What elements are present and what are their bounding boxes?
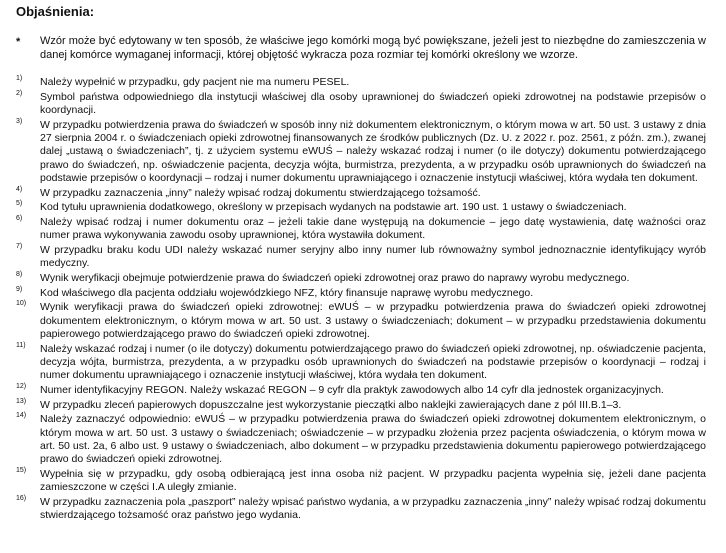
footnote-number: 5)	[16, 200, 23, 208]
footnote-number: 2)	[16, 89, 23, 97]
footnote-number: 8)	[16, 271, 23, 278]
footnote-text: W przypadku zaznaczenia pola „paszport” należy wpisać państwo wydania, a w przypadku zaznaczenia „inny” należy wpisać rodzaj dokumentu stwierdzającego tożsamość oraz państwo jego wydania.	[40, 496, 706, 522]
footnote-6	[16, 216, 706, 243]
footnote-text: Wynik weryfikacji prawa do świadczeń opieki zdrowotnej: eWUŚ – w przypadku potwierdzenia prawa do świadczeń opieki zdrowotnej dokumentem elektronicznym, o którym mowa w art. 50 ust. 3 ustawy o świadczeniach; dokument – w przypadku przedstawienia dokumentu papierowego potwierdzającego prawo do świadczeń opieki zdrowotnej.	[40, 301, 706, 340]
footnote-12	[16, 384, 706, 397]
footnote-number: 12)	[16, 383, 27, 390]
footnote-3	[16, 119, 706, 186]
footnote-number: 15)	[16, 467, 27, 474]
footnote-number: 4)	[16, 185, 23, 193]
asterisk-mark: *	[16, 36, 21, 48]
footnote-4	[16, 187, 706, 200]
footnote-text: Należy wskazać rodzaj i numer (o ile dotyczy) dokumentu potwierdzającego prawo do świadczeń opieki zdrowotnej, np. oświadczenie pacjenta, decyzja wójta, burmistrza, prezydenta, a w przypadku osób uprawnionych do świadczeń na podstawie przepisów o koordynacji – rodzaj i numer dokumentu uprawniającego i oznaczenie instytucji właściwej, która wydała ten dokument.	[40, 342, 706, 382]
footnote-text: Numer identyfikacyjny REGON. Należy wskazać REGON – 9 cyfr dla praktyk zawodowych albo 14 cyfr dla jednostek organizacyjnych.	[40, 384, 664, 396]
footnote-number: 1)	[16, 75, 23, 82]
footnote-number: 6)	[16, 215, 23, 222]
footnote-number: 10)	[16, 300, 27, 308]
footnote-15	[16, 468, 706, 495]
footnote-text: Wynik weryfikacji obejmuje potwierdzenie prawa do świadczeń opieki zdrowotnej oraz prawo do naprawy wyrobu medycznego.	[40, 272, 630, 284]
footnote-13	[16, 399, 706, 412]
footnote-1	[16, 76, 706, 89]
footnote-7	[16, 244, 706, 271]
footnote-number: 9)	[16, 285, 23, 293]
footnote-text: Należy wypełnić w przypadku, gdy pacjent nie ma numeru PESEL.	[40, 76, 350, 88]
footnote-9	[16, 287, 706, 300]
footnote-number: 3)	[16, 117, 23, 125]
footnote-text: Należy wpisać rodzaj i numer dokumentu oraz – jeżeli takie dane występują na dokumencie – jego datę wystawienia, datę ważności oraz numer prawa wykonywania zawodu osoby uprawnionej, która wystawiła dokument.	[40, 216, 706, 242]
footnote-number: 13)	[16, 397, 27, 405]
footnotes-list	[16, 76, 706, 524]
footnote-10	[16, 301, 706, 341]
footnote-5	[16, 201, 706, 214]
footnote-text: W przypadku braku kodu UDI należy wskazać numer seryjny albo inny numer lub równoważny symbol jednoznacznie identyfikujący wyrób medyczny.	[40, 244, 706, 270]
footnote-text: Kod tytułu uprawnienia dodatkowego, określony w przepisach wydanych na podstawie art. 190 ust. 1 ustawy o świadczeniach.	[40, 201, 627, 214]
footnote-11	[16, 343, 706, 383]
footnote-text: W przypadku zleceń papierowych dopuszczalne jest wykorzystanie pieczątki albo naklejki zawierających dane z pól III.B.1–3.	[40, 398, 622, 411]
footnote-text: Wypełnia się w przypadku, gdy osobą odbierającą jest inna osoba niż pacjent. W przypadku pacjenta wypełnia się, jeżeli dane pacjenta zamieszczone w części I.A uległy zmianie.	[40, 468, 706, 494]
footnote-2	[16, 91, 706, 118]
intro-text: Wzór może być edytowany w ten sposób, że właściwe jego komórki mogą być powiększane, jeżeli jest to niezbędne do zamieszczenia w danej komórce wymaganej informacji, której objętość wykracza poza rozmiar tej komórki określony we wzorze.	[40, 35, 706, 61]
footnote-text: Symbol państwa odpowiedniego dla instytucji właściwej dla osoby uprawnionej do świadczeń opieki zdrowotnej na podstawie przepisów o koordynacji.	[40, 90, 706, 116]
footnote-8	[16, 272, 706, 285]
footnote-number: 16)	[16, 495, 27, 502]
footnote-text: Kod właściwego dla pacjenta oddziału wojewódzkiego NFZ, który finansuje naprawę wyrobu medycznego.	[40, 286, 534, 299]
footnote-number: 14)	[16, 412, 27, 420]
footnote-16	[16, 496, 706, 523]
intro-note	[16, 34, 706, 62]
footnote-text: W przypadku potwierdzenia prawa do świadczeń w sposób inny niż dokumentem elektronicznym, o którym mowa w art. 50 ust. 3 ustawy z dnia 27 sierpnia 2004 r. o świadczeniach opieki zdrowotnej finansowanych ze środków publicznych (Dz. U. z 2022 r. poz. 2561, z późn. zm.), zwanej dalej „ustawą o świadczeniach”, tj. z użyciem systemu eWUŚ – należy wskazać rodzaj i numer (o ile dotyczy) dokumentu potwierdzającego prawo do świadczeń, np. oświadczenie pacjenta, decyzja wójta, burmistrza, prezydenta, a w przypadku osób uprawnionych do świadczeń na podstawie przepisów o koordynacji – rodzaj i numer dokumentu uprawniającego i oznaczenie instytucji właściwej, która wydała ten dokument.	[40, 118, 706, 185]
footnote-number: 7)	[16, 243, 23, 250]
footnote-text: Należy zaznaczyć odpowiednio: eWUŚ – w przypadku potwierdzenia prawa do świadczeń opieki zdrowotnej dokumentem elektronicznym, o którym mowa w art. 50 ust. 3 ustawy o świadczeniach; oświadczenie – w przypadku złożenia przez pacjenta oświadczenia, o którym mowa w art. 50 ust. 2a, 6 albo ust. 9 ustawy o świadczeniach, albo dokument – w przypadku przedstawienia dokumentu papierowego potwierdzającego prawo do świadczeń opieki zdrowotnej.	[40, 413, 706, 466]
section-title: Objaśnienia:	[16, 4, 95, 19]
footnote-14	[16, 413, 706, 467]
footnote-number: 11)	[16, 341, 26, 349]
footnote-text: W przypadku zaznaczenia „inny” należy wpisać rodzaj dokumentu stwierdzającego tożsamość.	[40, 186, 481, 199]
